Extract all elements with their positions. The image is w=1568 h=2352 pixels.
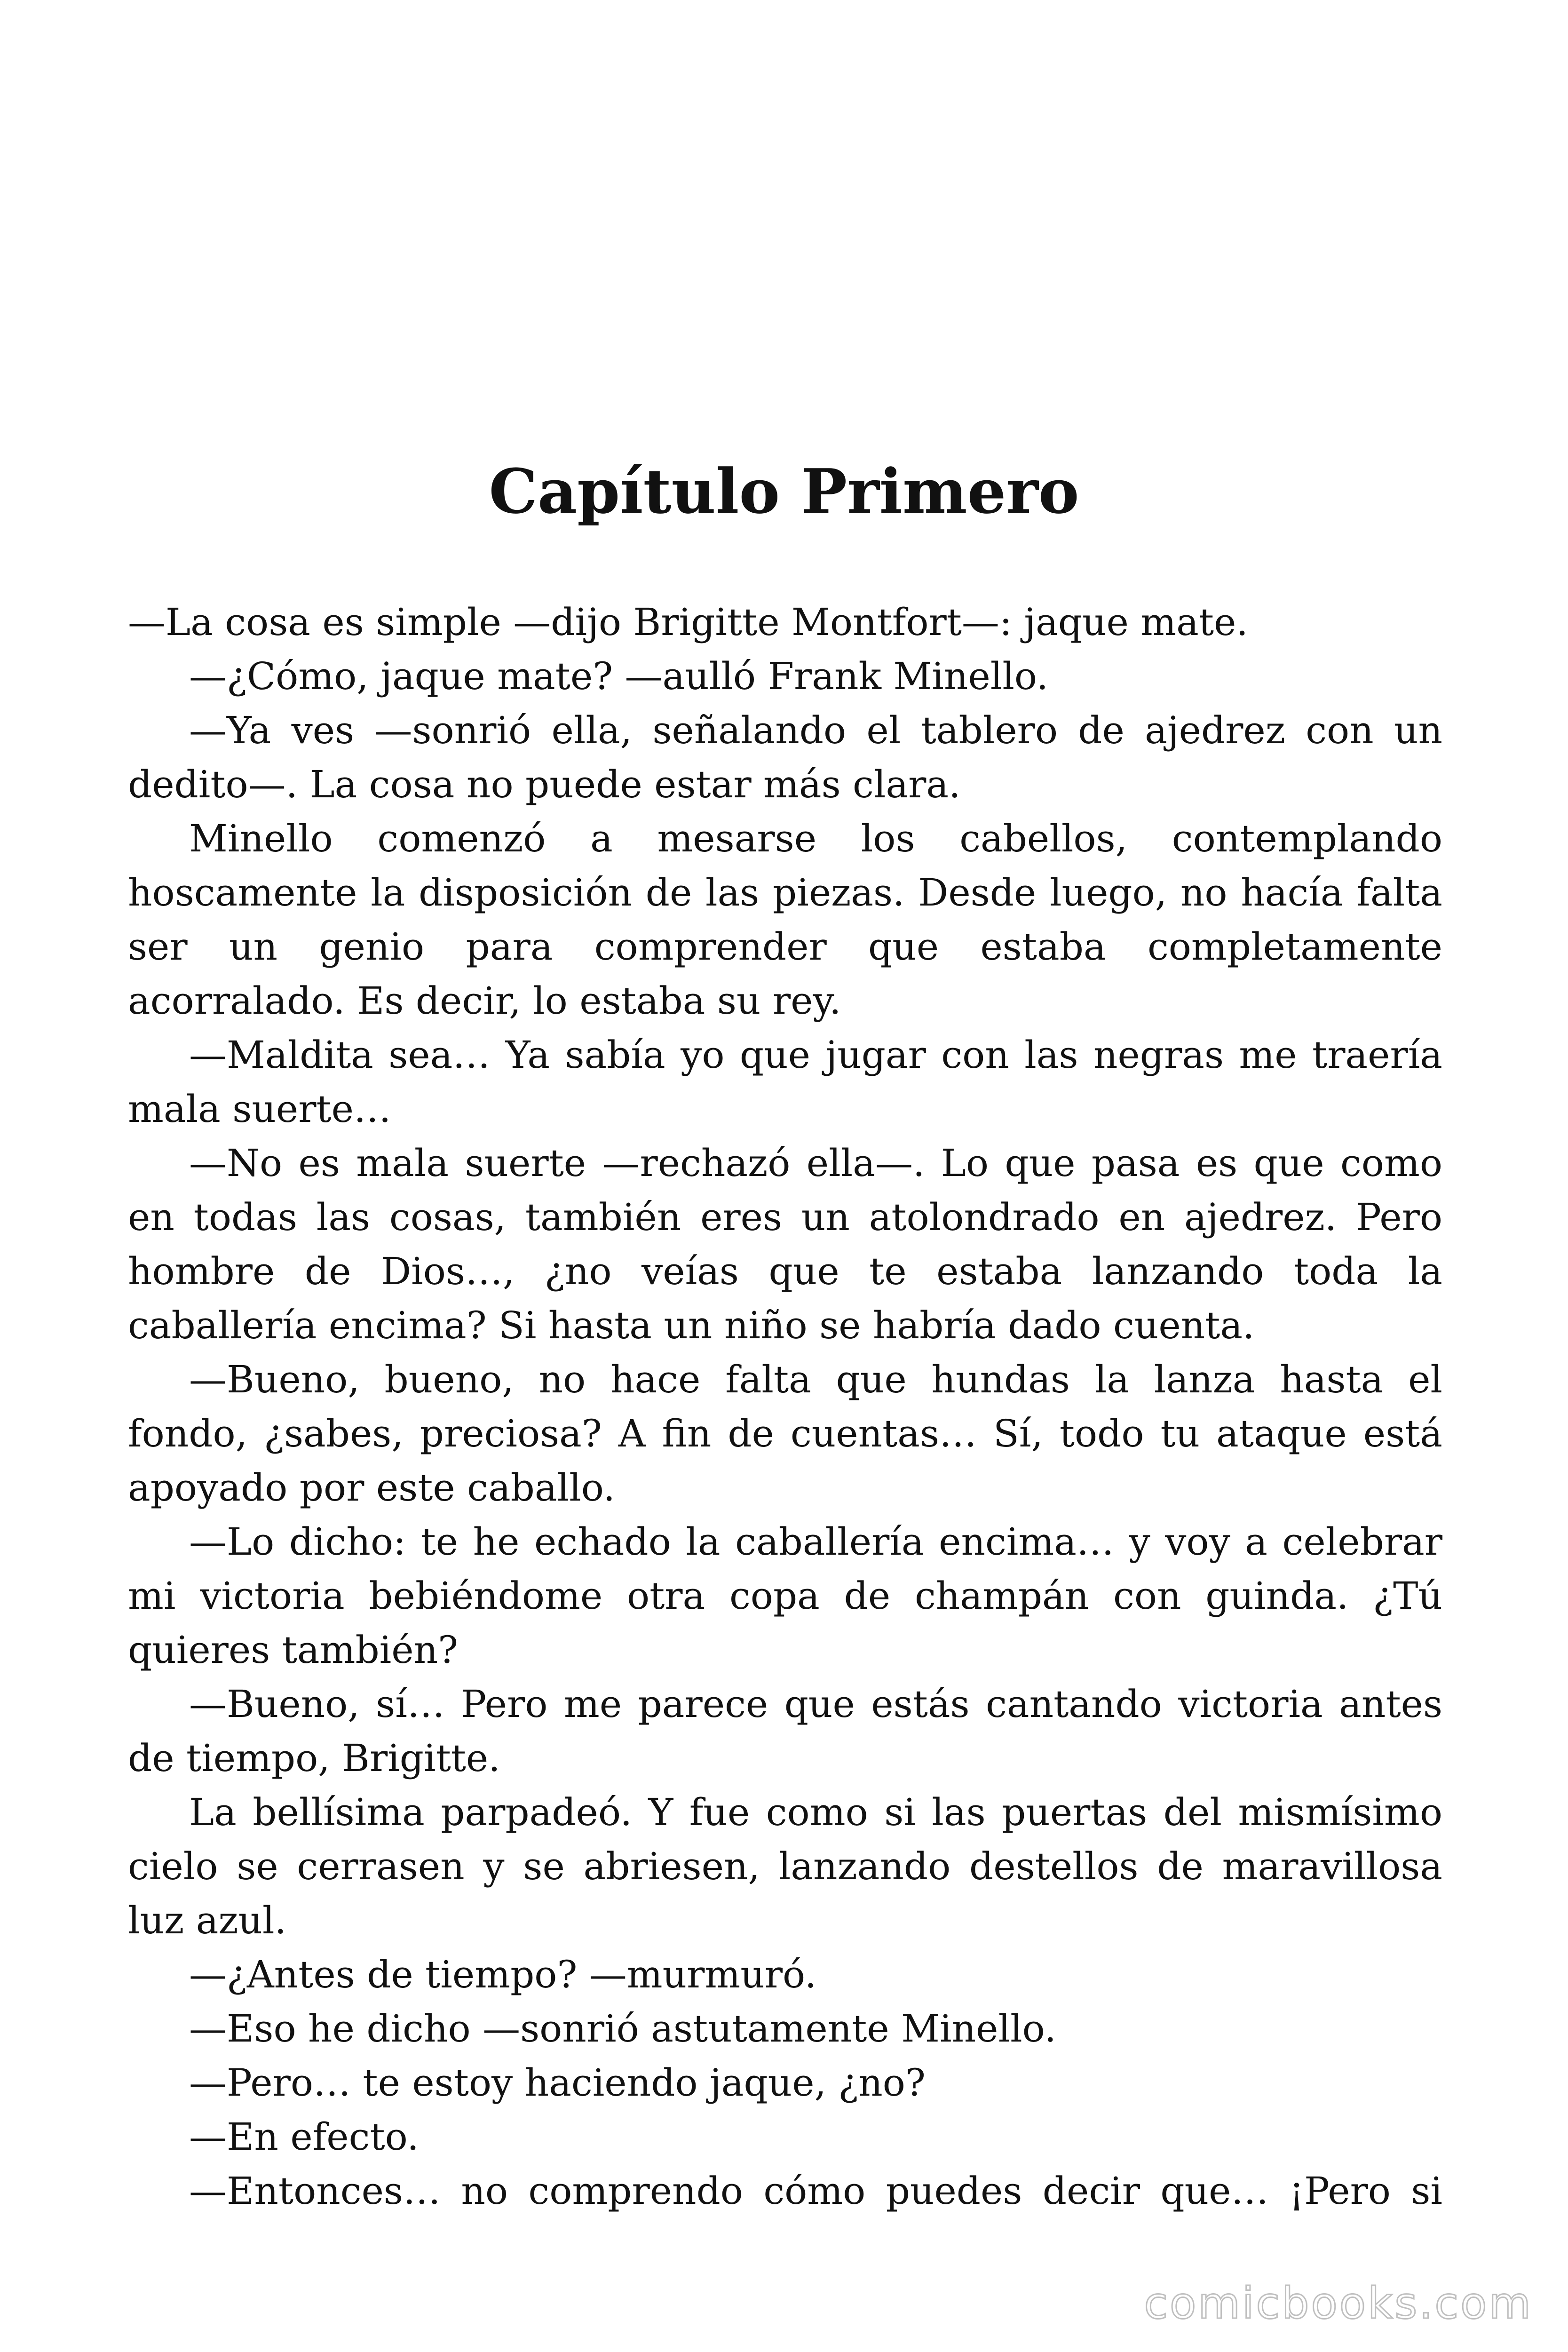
paragraph: —Ya ves —sonrió ella, señalando el tablero de ajedrez con un dedito—. La cosa no puede estar más clara. (128, 708, 1442, 806)
paragraph: —Maldita sea… Ya sabía yo que jugar con las negras me traería mala suerte… (128, 1033, 1442, 1131)
watermark: comicbooks.com (1144, 2278, 1533, 2328)
paragraph: —Entonces… no comprendo cómo puedes decir que… ¡Pero si (189, 2169, 1442, 2213)
paragraph: —Lo dicho: te he echado la caballería encima… y voy a celebrar mi victoria bebiéndome otra copa de champán con guinda. ¿Tú quieres también? (128, 1520, 1442, 1672)
paragraph: —Eso he dicho —sonrió astutamente Minello. (189, 2007, 1056, 2050)
paragraph: La bellísima parpadeó. Y fue como si las puertas del mismísimo cielo se cerrasen y se abriesen, lanzando destellos de maravillosa luz azul. (128, 1790, 1442, 1942)
paragraph: —Bueno, bueno, no hace falta que hundas la lanza hasta el fondo, ¿sabes, preciosa? A fin de cuentas… Sí, todo tu ataque está apoyado por este caballo. (128, 1358, 1442, 1510)
chapter-title: Capítulo Primero (489, 455, 1079, 527)
chapter-body (128, 595, 1442, 2218)
paragraph: —¿Cómo, jaque mate? —aulló Frank Minello. (189, 654, 1049, 698)
paragraph: Minello comenzó a mesarse los cabellos, contemplando hoscamente la disposición de las piezas. Desde luego, no hacía falta ser un genio para comprender que estaba completamente acorralado. Es decir, lo estaba su rey. (128, 817, 1442, 1023)
paragraph: —¿Antes de tiempo? —murmuró. (189, 1953, 817, 1996)
paragraph: —La cosa es simple —dijo Brigitte Montfort—: jaque mate. (128, 600, 1248, 644)
paragraph: —Bueno, sí… Pero me parece que estás cantando victoria antes de tiempo, Brigitte. (128, 1682, 1442, 1780)
paragraph: —En efecto. (189, 2115, 419, 2159)
paragraph: —Pero… te estoy haciendo jaque, ¿no? (189, 2061, 926, 2105)
paragraph: —No es mala suerte —rechazó ella—. Lo que pasa es que como en todas las cosas, también eres un atolondrado en ajedrez. Pero hombre de Dios…, ¿no veías que te estaba lanzando toda la caballería encima? Si hasta un niño se habría dado cuenta. (128, 1141, 1442, 1347)
